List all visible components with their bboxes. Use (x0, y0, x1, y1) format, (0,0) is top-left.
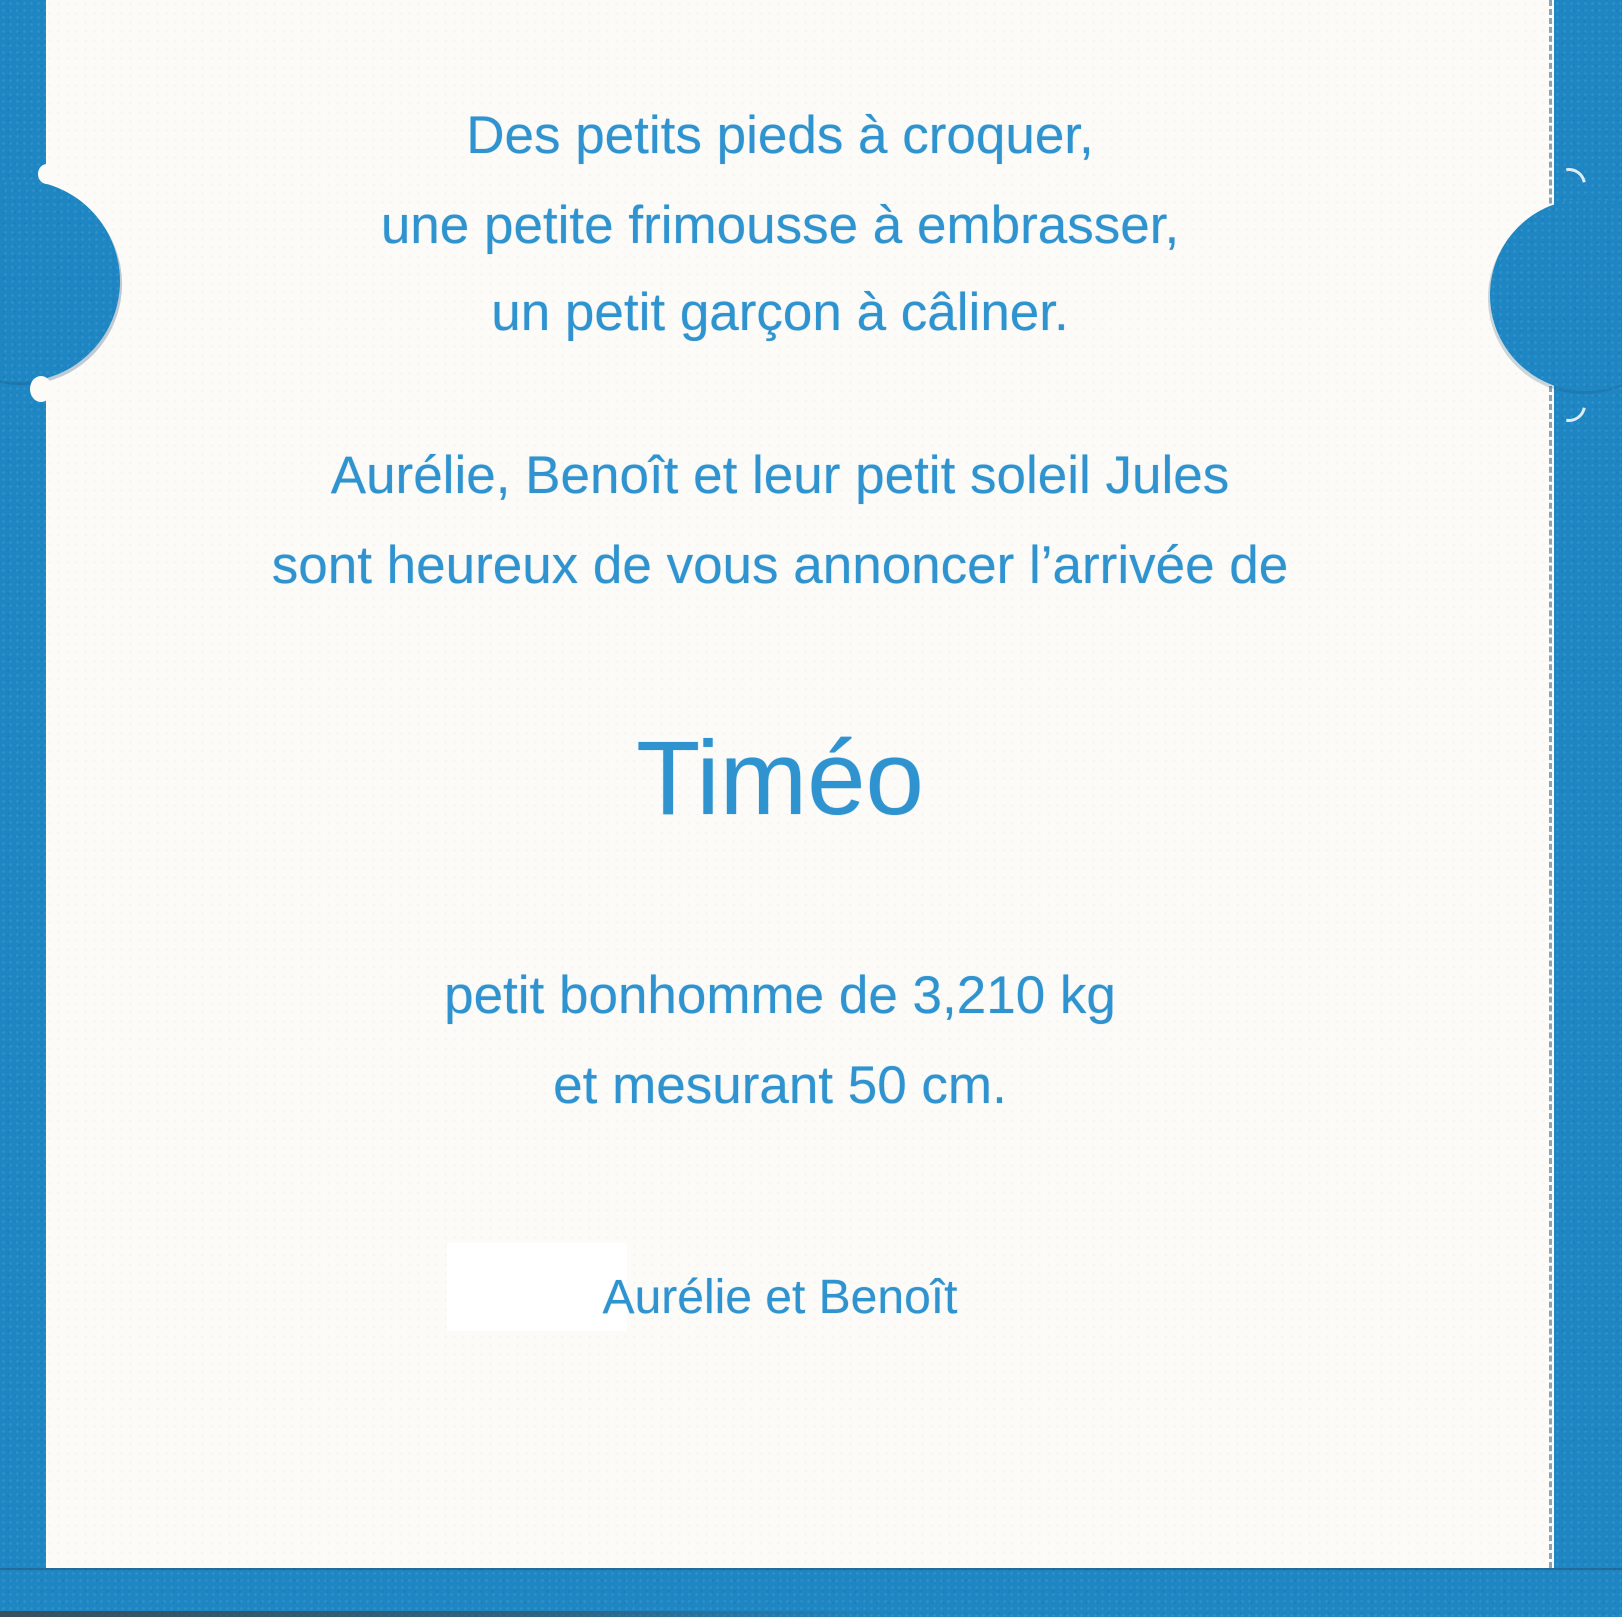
left-tab-bottom-notch (30, 376, 52, 402)
birth-height-line: et mesurant 50 cm. (553, 1056, 1007, 1115)
poem-line-2: une petite frimousse à embrasser, (380, 196, 1180, 255)
scanner-edge-shadow (0, 1611, 900, 1617)
poem-line-1: Des petits pieds à croquer, (466, 106, 1094, 165)
frame-bottom-border (0, 1568, 1622, 1617)
announcement-line-2: sont heureux de vous annoncer l’arrivée de (271, 536, 1289, 595)
announcement-line-1: Aurélie, Benoît et leur petit soleil Jules (330, 446, 1230, 505)
baby-name: Timéo (636, 720, 924, 837)
left-tab-top-notch (38, 164, 56, 184)
poem-line-3: un petit garçon à câliner. (491, 283, 1069, 342)
birth-weight-line: petit bonhomme de 3,210 kg (444, 966, 1116, 1025)
parents-signature: Aurélie et Benoît (602, 1271, 958, 1324)
